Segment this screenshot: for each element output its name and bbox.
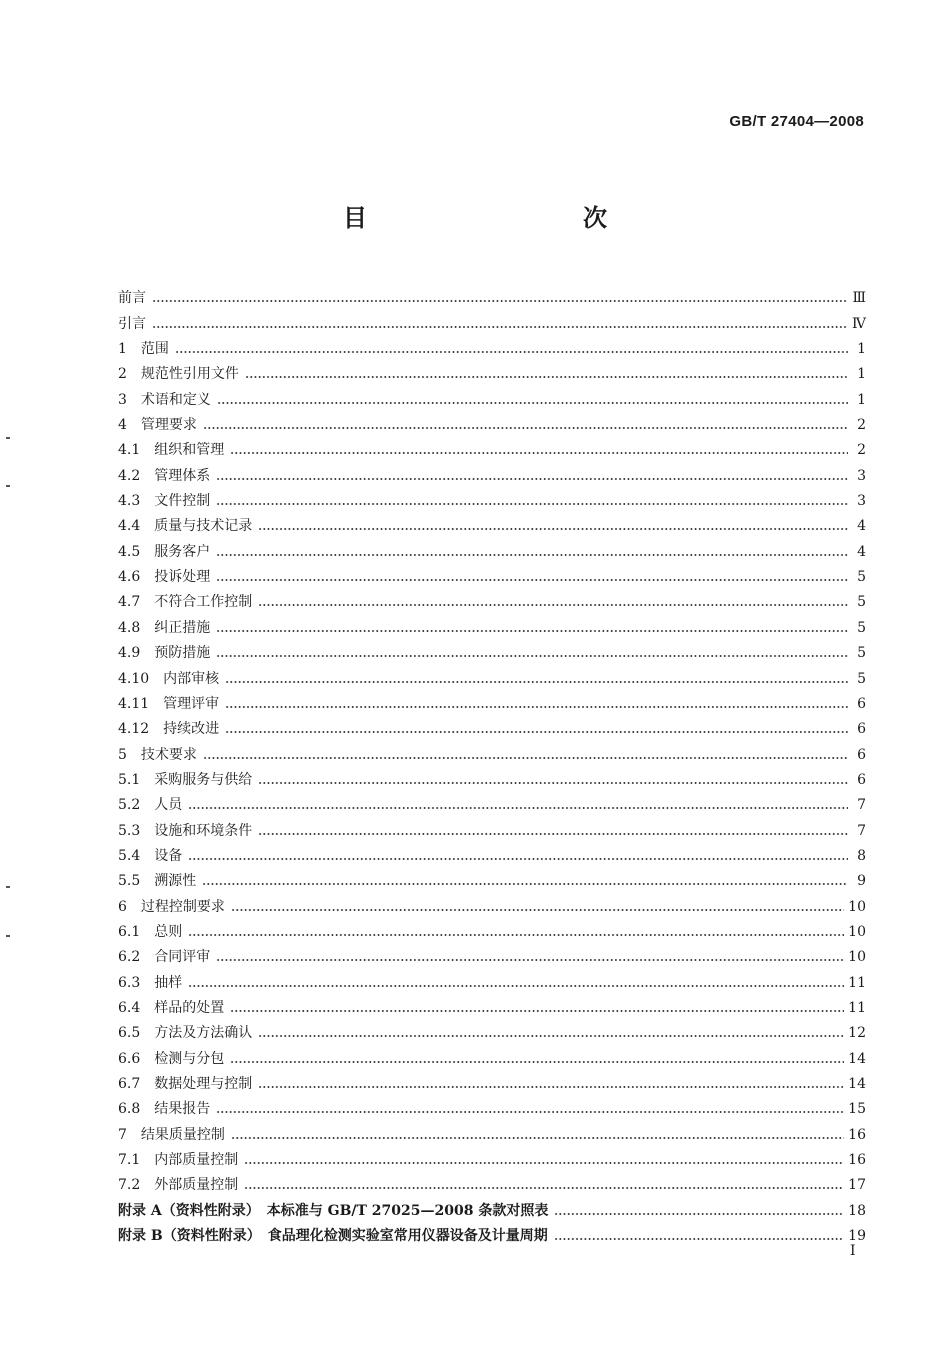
toc-entry-label: 4.5 服务客户 (118, 543, 211, 560)
toc-entry[interactable] (118, 383, 866, 408)
toc-entry-label: 4.6 投诉处理 (118, 569, 211, 586)
toc-dot-leader (245, 376, 848, 378)
toc-entry-label: 7 结果质量控制 (118, 1126, 225, 1143)
toc-entry-label: 6.4 样品的处置 (118, 999, 225, 1016)
toc-entry-label: 4.9 预防措施 (118, 645, 211, 662)
toc-dot-leader (216, 478, 848, 480)
toc-entry-label: 6.7 数据处理与控制 (118, 1076, 253, 1092)
toc-dot-leader (244, 1187, 844, 1189)
toc-entry-page: 17 (848, 1177, 866, 1194)
toc-entry-label: 2 规范性引用文件 (118, 366, 239, 383)
toc-entry-label: 5.3 设施和环境条件 (118, 822, 253, 839)
toc-dot-leader (216, 503, 848, 505)
toc-dot-leader (175, 351, 848, 353)
toc-entry-label: 附录 B（资料性附录） 食品理化检测实验室常用仪器设备及计量周期 (118, 1228, 548, 1245)
toc-entry-label: 4.11 管理评审 (118, 695, 220, 712)
toc-dot-leader (258, 1035, 844, 1037)
toc-dot-leader (216, 630, 848, 632)
toc-entry-page: 2 (857, 417, 866, 434)
toc-entry[interactable] (118, 966, 866, 991)
toc-entry-page: 10 (848, 949, 866, 966)
toc-entry[interactable] (118, 1118, 866, 1143)
toc-entry-label: 前言 (118, 290, 146, 307)
toc-dot-leader (188, 985, 844, 987)
toc-entry-page: 10 (848, 898, 866, 915)
toc-entry-page: 18 (848, 1202, 866, 1219)
toc-entry-page: 5 (857, 619, 866, 636)
toc-entry[interactable] (118, 358, 866, 383)
toc-entry-page: 16 (848, 1152, 866, 1169)
toc-entry-label: 4.4 质量与技术记录 (118, 518, 253, 535)
toc-dot-leader (225, 706, 848, 708)
toc-dot-leader (216, 959, 844, 961)
toc-entry-page: 14 (848, 1050, 866, 1067)
toc-entry-label: 6.6 检测与分包 (118, 1050, 225, 1067)
toc-dot-leader (230, 1061, 844, 1063)
toc-entry-label: 5 技术要求 (118, 746, 197, 763)
toc-entry-page: 7 (857, 797, 866, 814)
toc-entry-page: 1 (857, 366, 866, 383)
toc-entry-page: 6 (857, 721, 866, 738)
toc-entry-label: 6.5 方法及方法确认 (118, 1025, 253, 1042)
toc-dot-leader (152, 300, 848, 302)
toc-entry[interactable] (118, 611, 866, 636)
margin-mark (6, 485, 10, 487)
toc-entry[interactable] (118, 1068, 866, 1093)
toc-entry[interactable] (118, 840, 866, 865)
toc-entry-label: 5.2 人员 (118, 797, 183, 814)
toc-dot-leader (258, 1086, 844, 1088)
toc-entry[interactable] (118, 485, 866, 510)
toc-dot-leader (202, 883, 848, 885)
toc-entry-label: 4.2 管理体系 (118, 467, 211, 484)
toc-dot-leader (230, 1010, 844, 1012)
toc-entry-label: 4.7 不符合工作控制 (118, 594, 253, 611)
toc-entry[interactable] (118, 916, 866, 941)
toc-entry-page: Ⅲ (852, 290, 866, 307)
toc-entry-page: 3 (857, 493, 866, 510)
toc-dot-leader (244, 1162, 844, 1164)
margin-mark (6, 935, 10, 937)
page-title: 目 次 (343, 204, 663, 232)
toc-entry[interactable] (118, 409, 866, 434)
toc-entry-label: 6.2 合同评审 (118, 949, 211, 966)
page-number: I (850, 1243, 856, 1259)
toc-dot-leader (231, 1137, 844, 1139)
toc-entry-page: 11 (848, 974, 866, 991)
table-of-contents (118, 282, 866, 1245)
toc-entry[interactable] (118, 535, 866, 560)
toc-entry-label: 5.1 采购服务与供给 (118, 771, 253, 788)
toc-entry-label: 6.1 总则 (118, 923, 183, 940)
toc-entry-page: 10 (848, 923, 866, 940)
toc-entry-label: 7.2 外部质量控制 (118, 1177, 239, 1194)
toc-dot-leader (258, 782, 848, 784)
toc-dot-leader (188, 858, 848, 860)
toc-dot-leader (230, 452, 848, 454)
toc-entry-page: 9 (857, 873, 866, 890)
toc-entry[interactable] (118, 561, 866, 586)
toc-entry-page: 1 (857, 391, 866, 408)
toc-entry-page: 19 (848, 1228, 866, 1245)
toc-entry-page: 5 (857, 594, 866, 611)
toc-entry-page: 4 (857, 543, 866, 560)
toc-dot-leader (554, 1213, 844, 1215)
toc-entry-label: 5.4 设备 (118, 847, 183, 864)
toc-entry-page: 12 (848, 1025, 866, 1042)
toc-entry[interactable] (118, 307, 866, 332)
toc-entry[interactable] (118, 1194, 866, 1219)
toc-entry-label: 1 范围 (118, 341, 169, 358)
toc-entry-page: 11 (848, 999, 866, 1016)
toc-dot-leader (216, 1111, 844, 1113)
toc-entry[interactable] (118, 814, 866, 839)
toc-entry[interactable] (118, 688, 866, 713)
toc-entry-page: 15 (848, 1101, 866, 1118)
toc-entry[interactable] (118, 992, 866, 1017)
toc-entry[interactable] (118, 459, 866, 484)
toc-entry[interactable] (118, 282, 866, 307)
toc-dot-leader (217, 402, 848, 404)
toc-entry-page: 6 (857, 771, 866, 788)
toc-entry-page: 6 (857, 695, 866, 712)
toc-entry-page: 16 (848, 1126, 866, 1143)
toc-entry[interactable] (118, 1093, 866, 1118)
toc-entry-label: 4.10 内部审核 (118, 670, 220, 687)
toc-entry-page: 4 (857, 518, 866, 535)
toc-entry-page: 7 (857, 822, 866, 839)
toc-entry[interactable] (118, 662, 866, 687)
toc-entry-page: 6 (857, 746, 866, 763)
toc-entry[interactable] (118, 1017, 866, 1042)
toc-dot-leader (203, 427, 848, 429)
toc-dot-leader (258, 604, 848, 606)
toc-entry[interactable] (118, 890, 866, 915)
margin-mark (6, 886, 10, 888)
toc-entry-label: 7.1 内部质量控制 (118, 1152, 239, 1169)
toc-entry[interactable] (118, 333, 866, 358)
toc-entry[interactable] (118, 865, 866, 890)
toc-entry-label: 引言 (118, 315, 146, 332)
toc-entry[interactable] (118, 713, 866, 738)
toc-entry[interactable] (118, 510, 866, 535)
toc-entry-label: 4.8 纠正措施 (118, 619, 211, 636)
toc-entry-label: 4.12 持续改进 (118, 721, 220, 738)
toc-entry-page: 5 (857, 569, 866, 586)
toc-entry-page: 1 (857, 341, 866, 358)
toc-dot-leader (225, 681, 848, 683)
toc-dot-leader (203, 757, 848, 759)
toc-dot-leader (188, 807, 848, 809)
toc-entry-label: 3 术语和定义 (118, 391, 211, 408)
toc-entry-label: 6.3 抽样 (118, 974, 183, 991)
toc-entry-label: 5.5 溯源性 (118, 873, 197, 890)
toc-dot-leader (216, 579, 848, 581)
standard-code: GB/T 27404—2008 (729, 113, 864, 130)
toc-entry-page: 8 (857, 847, 866, 864)
margin-mark (6, 437, 10, 439)
toc-dot-leader (152, 326, 848, 328)
toc-dot-leader (216, 554, 848, 556)
toc-dot-leader (225, 731, 848, 733)
toc-entry-page: 3 (857, 467, 866, 484)
toc-entry-label: 4 管理要求 (118, 417, 197, 434)
toc-entry[interactable] (118, 1144, 866, 1169)
toc-entry-label: 附录 A（资料性附录） 本标准与 GB/T 27025—2008 条款对照表 (118, 1202, 549, 1219)
toc-entry[interactable] (118, 1042, 866, 1067)
toc-dot-leader (258, 833, 848, 835)
toc-dot-leader (258, 528, 848, 530)
toc-entry-page: 2 (857, 442, 866, 459)
toc-entry[interactable] (118, 764, 866, 789)
toc-entry-label: 4.3 文件控制 (118, 493, 211, 510)
toc-entry[interactable] (118, 637, 866, 662)
toc-entry-page: 14 (848, 1076, 866, 1092)
toc-entry-label: 6.8 结果报告 (118, 1101, 211, 1118)
toc-entry[interactable] (118, 789, 866, 814)
toc-entry-page: 5 (857, 645, 866, 662)
toc-entry[interactable] (118, 434, 866, 459)
toc-entry-label: 4.1 组织和管理 (118, 442, 225, 459)
toc-entry[interactable] (118, 941, 866, 966)
toc-entry[interactable] (118, 1220, 866, 1245)
toc-dot-leader (216, 655, 848, 657)
toc-entry-label: 6 过程控制要求 (118, 898, 225, 915)
toc-entry-page: Ⅳ (852, 315, 866, 332)
toc-entry[interactable] (118, 586, 866, 611)
toc-dot-leader (188, 934, 844, 936)
toc-entry[interactable] (118, 1169, 866, 1194)
toc-dot-leader (554, 1238, 844, 1240)
toc-entry[interactable] (118, 738, 866, 763)
toc-dot-leader (231, 909, 844, 911)
toc-entry-page: 5 (857, 670, 866, 687)
